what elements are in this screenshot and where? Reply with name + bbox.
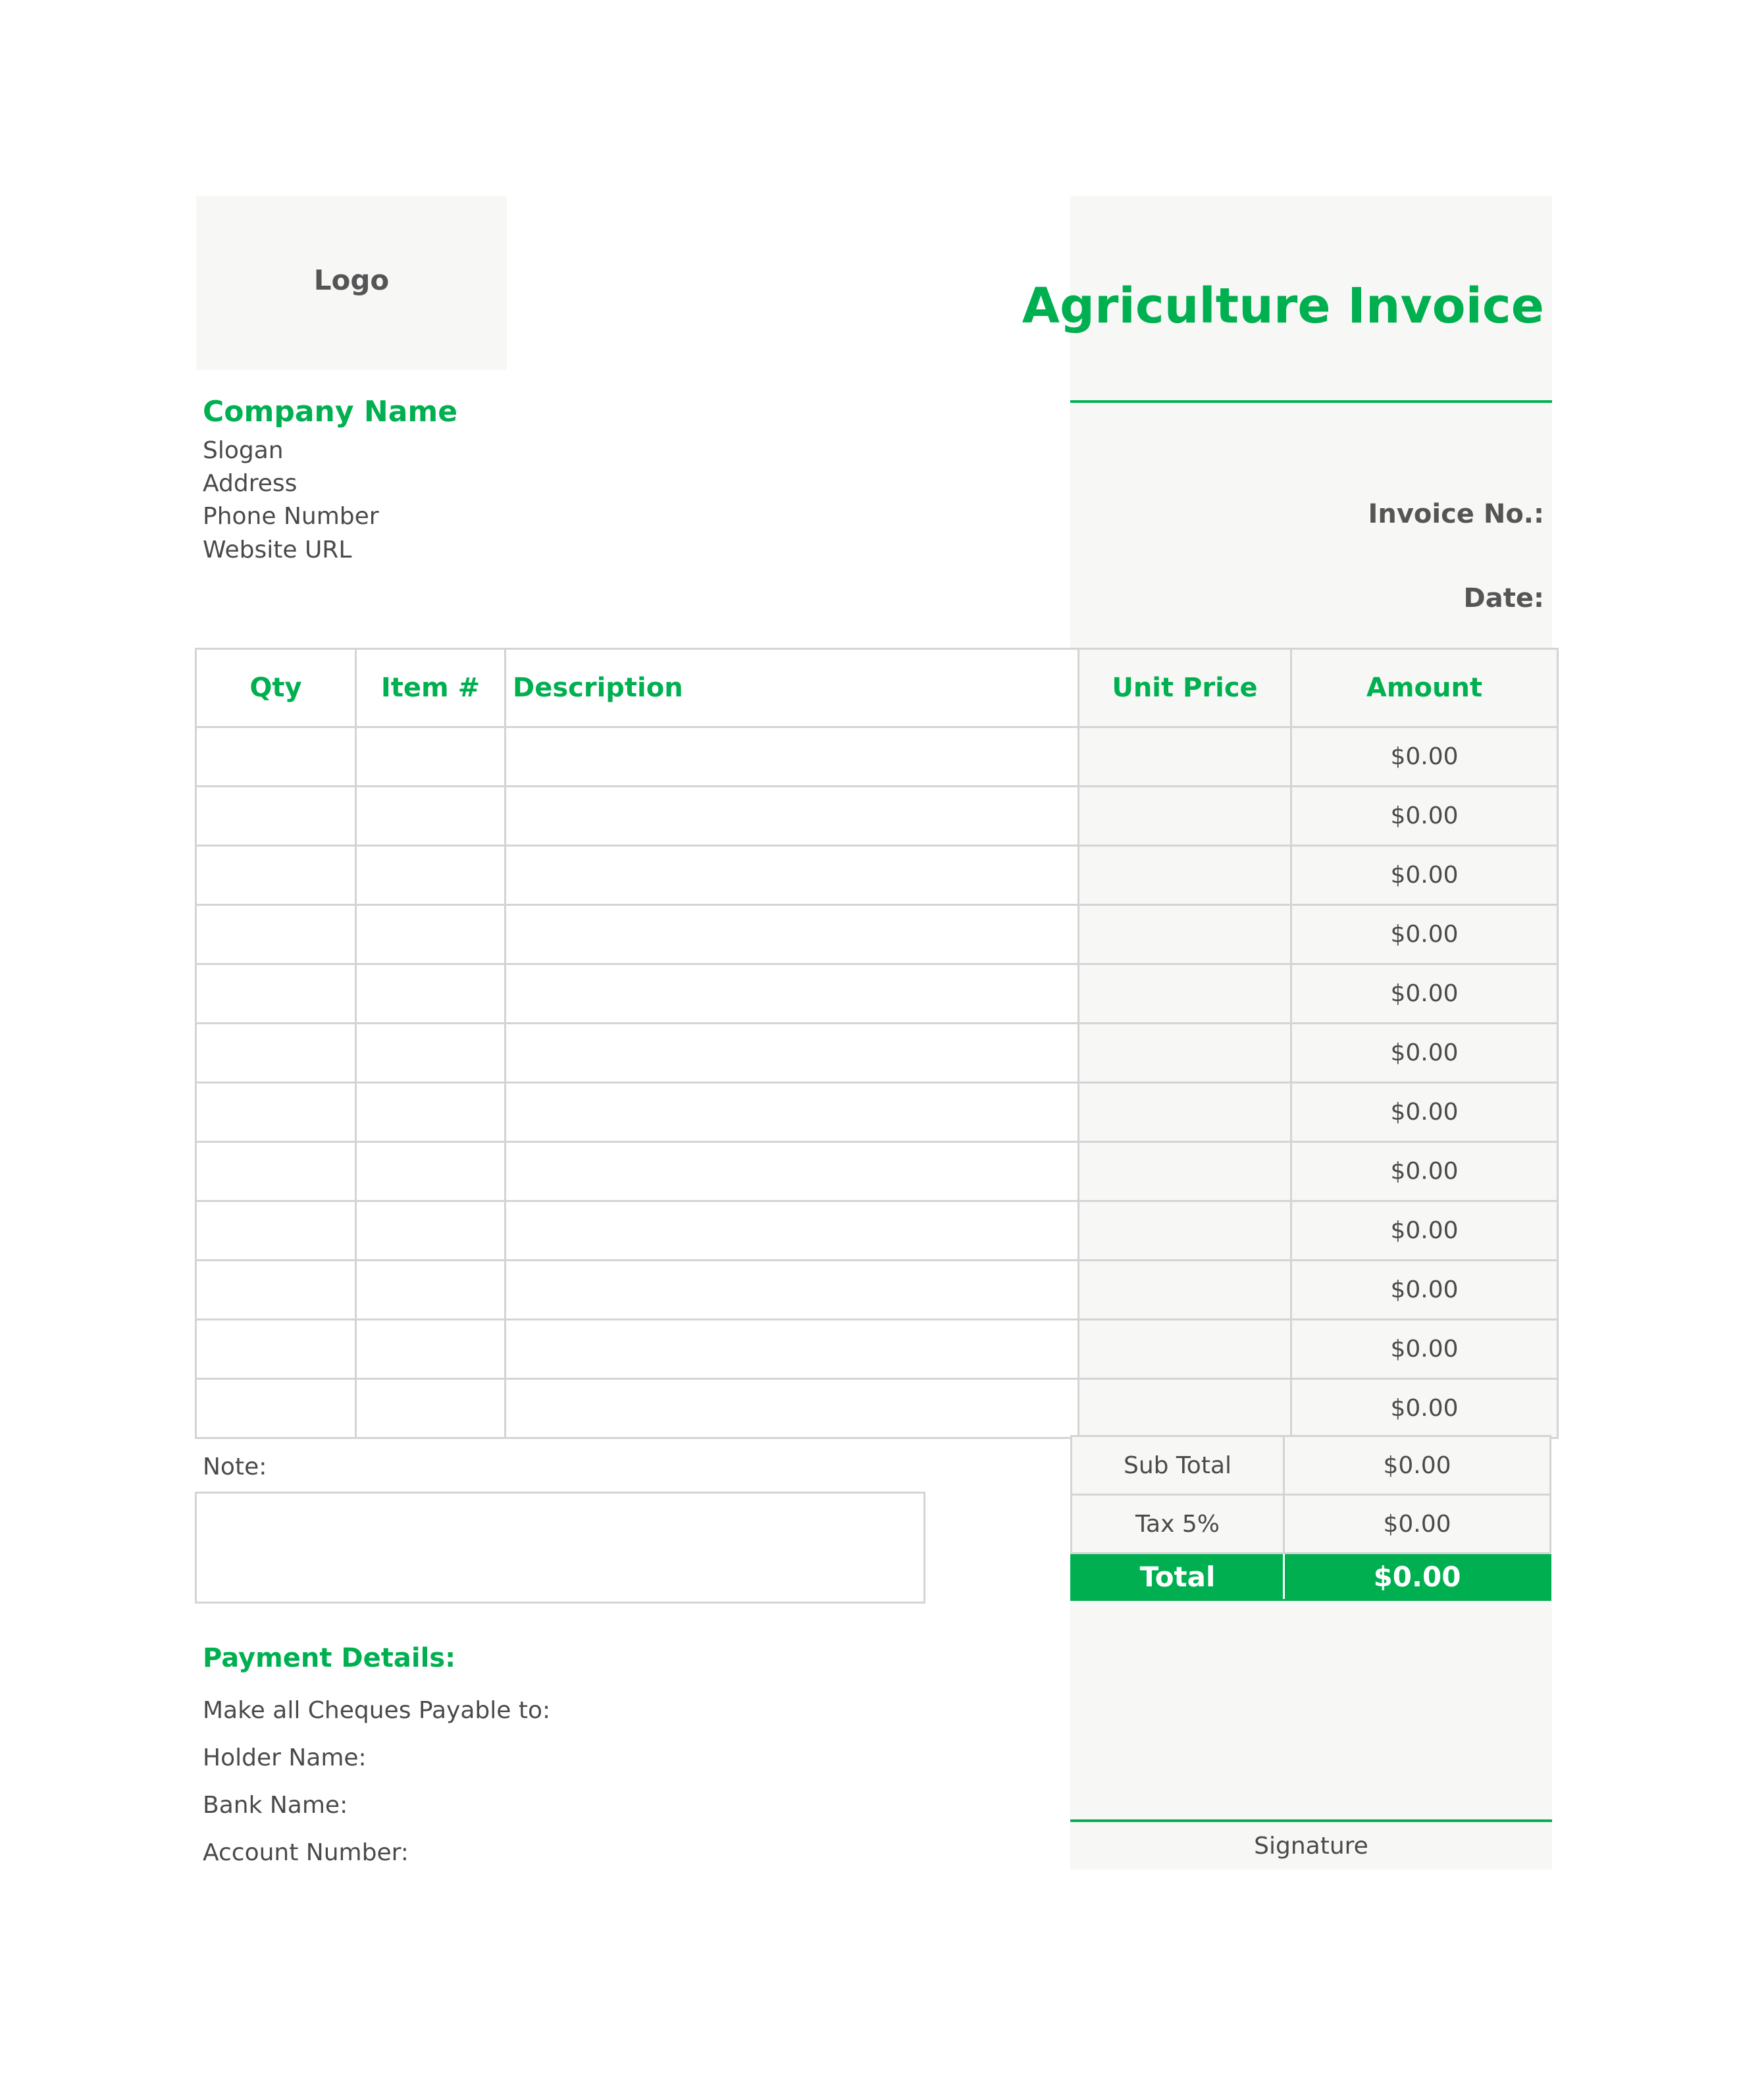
cell-unit-price[interactable] — [1079, 1320, 1291, 1379]
cell-item[interactable] — [356, 1201, 506, 1261]
company-phone[interactable]: Phone Number — [203, 503, 379, 530]
cell-qty[interactable] — [196, 1024, 356, 1083]
cell-description[interactable] — [506, 905, 1079, 964]
total-value[interactable]: $0.00 — [1284, 1553, 1551, 1600]
bank-name-label[interactable]: Bank Name: — [203, 1792, 348, 1819]
company-slogan[interactable]: Slogan — [203, 437, 284, 464]
cell-description[interactable] — [506, 727, 1079, 787]
table-row — [196, 1261, 1558, 1320]
items-table — [195, 648, 1559, 1439]
cell-amount[interactable]: $0.00 — [1291, 1261, 1558, 1320]
cell-amount[interactable]: $0.00 — [1291, 787, 1558, 846]
table-row — [196, 846, 1558, 905]
column-header-description: Description — [506, 649, 1079, 727]
cell-amount[interactable]: $0.00 — [1291, 964, 1558, 1024]
tax-label: Tax 5% — [1072, 1495, 1284, 1553]
cell-unit-price[interactable] — [1079, 1142, 1291, 1201]
cell-amount[interactable]: $0.00 — [1291, 1320, 1558, 1379]
cell-amount[interactable]: $0.00 — [1291, 1083, 1558, 1142]
table-row — [196, 905, 1558, 964]
cell-item[interactable] — [356, 1379, 506, 1438]
column-header-qty: Qty — [196, 649, 356, 727]
cell-unit-price[interactable] — [1079, 1379, 1291, 1438]
cell-description[interactable] — [506, 1320, 1079, 1379]
totals-table — [1070, 1435, 1551, 1601]
total-label: Total — [1072, 1553, 1284, 1600]
cell-qty[interactable] — [196, 1379, 356, 1438]
table-row — [196, 1142, 1558, 1201]
note-label: Note: — [203, 1453, 267, 1480]
cell-qty[interactable] — [196, 1201, 356, 1261]
cell-qty[interactable] — [196, 787, 356, 846]
company-website[interactable]: Website URL — [203, 536, 352, 563]
cell-item[interactable] — [356, 1083, 506, 1142]
signature-line — [1070, 1819, 1552, 1822]
cell-item[interactable] — [356, 1320, 506, 1379]
table-row — [196, 1320, 1558, 1379]
cell-qty[interactable] — [196, 1083, 356, 1142]
cell-amount[interactable]: $0.00 — [1291, 1201, 1558, 1261]
signature-label: Signature — [1254, 1833, 1368, 1860]
cell-item[interactable] — [356, 846, 506, 905]
payment-details-title: Payment Details: — [203, 1643, 456, 1673]
company-address[interactable]: Address — [203, 470, 298, 497]
cell-amount[interactable]: $0.00 — [1291, 1024, 1558, 1083]
subtotal-row — [1072, 1436, 1551, 1495]
cell-unit-price[interactable] — [1079, 964, 1291, 1024]
account-number-label[interactable]: Account Number: — [203, 1839, 409, 1866]
invoice-number-label[interactable]: Invoice No.: — [1368, 499, 1544, 529]
table-row — [196, 964, 1558, 1024]
table-row — [196, 1379, 1558, 1438]
cell-qty[interactable] — [196, 1261, 356, 1320]
cell-qty[interactable] — [196, 1142, 356, 1201]
cell-item[interactable] — [356, 1261, 506, 1320]
invoice-header-panel — [1022, 196, 1552, 649]
column-header-amount: Amount — [1291, 649, 1558, 727]
logo-label: Logo — [313, 263, 390, 296]
cell-amount[interactable]: $0.00 — [1291, 905, 1558, 964]
cell-description[interactable] — [506, 846, 1079, 905]
cell-qty[interactable] — [196, 1320, 356, 1379]
cell-description[interactable] — [506, 1083, 1079, 1142]
cell-amount[interactable]: $0.00 — [1291, 1142, 1558, 1201]
cell-unit-price[interactable] — [1079, 1024, 1291, 1083]
table-row — [196, 727, 1558, 787]
cell-description[interactable] — [506, 1201, 1079, 1261]
cell-qty[interactable] — [196, 727, 356, 787]
note-field[interactable] — [195, 1492, 925, 1604]
cell-item[interactable] — [356, 905, 506, 964]
tax-row — [1072, 1495, 1551, 1553]
cell-qty[interactable] — [196, 964, 356, 1024]
cell-item[interactable] — [356, 1024, 506, 1083]
title-divider — [1070, 400, 1552, 403]
column-header-item: Item # — [356, 649, 506, 727]
cell-unit-price[interactable] — [1079, 1261, 1291, 1320]
cell-item[interactable] — [356, 964, 506, 1024]
cell-unit-price[interactable] — [1079, 1083, 1291, 1142]
cell-item[interactable] — [356, 727, 506, 787]
cell-unit-price[interactable] — [1079, 787, 1291, 846]
cell-amount[interactable]: $0.00 — [1291, 727, 1558, 787]
cell-amount[interactable]: $0.00 — [1291, 846, 1558, 905]
date-label[interactable]: Date: — [1463, 583, 1544, 613]
cell-item[interactable] — [356, 787, 506, 846]
cell-description[interactable] — [506, 1379, 1079, 1438]
total-row — [1072, 1553, 1551, 1600]
table-row — [196, 787, 1558, 846]
subtotal-value[interactable]: $0.00 — [1284, 1436, 1551, 1495]
table-row — [196, 1024, 1558, 1083]
cell-item[interactable] — [356, 1142, 506, 1201]
subtotal-label: Sub Total — [1072, 1436, 1284, 1495]
cheques-payable-label[interactable]: Make all Cheques Payable to: — [203, 1697, 551, 1724]
invoice-title: Agriculture Invoice — [1022, 278, 1544, 334]
holder-name-label[interactable]: Holder Name: — [203, 1744, 367, 1771]
table-header-row — [196, 649, 1558, 727]
table-row — [196, 1201, 1558, 1261]
cell-unit-price[interactable] — [1079, 1201, 1291, 1261]
cell-description[interactable] — [506, 1024, 1079, 1083]
cell-qty[interactable] — [196, 846, 356, 905]
cell-description[interactable] — [506, 787, 1079, 846]
tax-value[interactable]: $0.00 — [1284, 1495, 1551, 1553]
column-header-unit-price: Unit Price — [1079, 649, 1291, 727]
cell-description[interactable] — [506, 1261, 1079, 1320]
cell-description[interactable] — [506, 964, 1079, 1024]
table-row — [196, 1083, 1558, 1142]
logo-placeholder[interactable] — [196, 196, 507, 370]
signature-panel[interactable] — [1070, 1601, 1552, 1869]
company-name[interactable]: Company Name — [203, 395, 458, 429]
cell-unit-price[interactable] — [1079, 727, 1291, 787]
cell-qty[interactable] — [196, 905, 356, 964]
cell-description[interactable] — [506, 1142, 1079, 1201]
cell-unit-price[interactable] — [1079, 905, 1291, 964]
cell-unit-price[interactable] — [1079, 846, 1291, 905]
cell-amount[interactable]: $0.00 — [1291, 1379, 1558, 1438]
